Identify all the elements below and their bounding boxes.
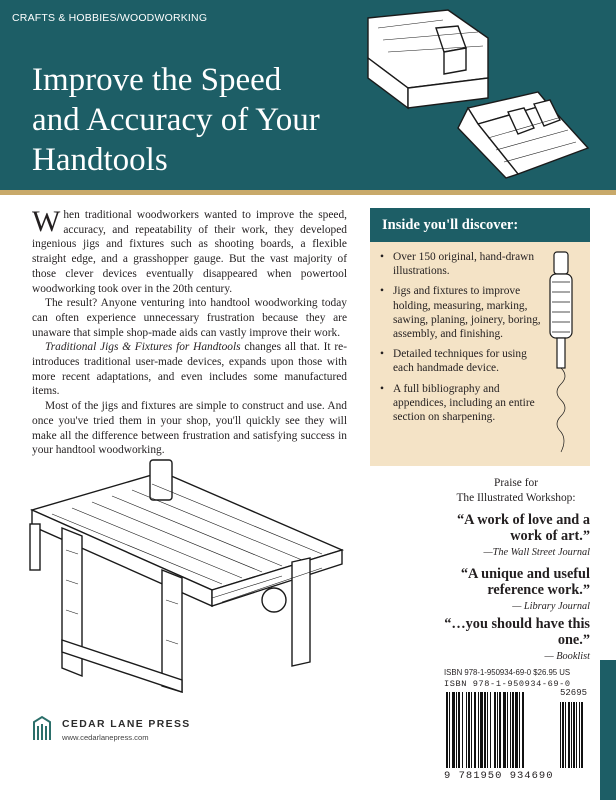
body-paragraph-3-text: changes all that. It re-introduces traditional user-made devices, expands upon those with more recent adaptations, and even includes some manufactured items. <box>32 341 348 398</box>
barcode-addon-bar <box>562 702 564 768</box>
barcode-addon-bars <box>560 702 583 768</box>
barcode-bar <box>446 692 448 768</box>
barcode-bars <box>444 690 594 770</box>
praise-quote-1 <box>440 512 590 560</box>
barcode-main-bars <box>446 692 524 768</box>
barcode-addon-bar <box>565 702 566 768</box>
publisher-name: CEDAR LANE PRESS <box>62 719 191 730</box>
bullet-icon: • <box>380 251 384 263</box>
body-paragraph-1-text: hen traditional woodworkers wanted to improve the speed, accuracy, and repeatability of their work, they developed ingenious jigs and fixtures such as shooting boards, a flexible straight edge, and a grasshopper gauge. But the vast majority of those clever devices eventually disappeared when powertool woodworking took over in the 20th century. <box>32 209 347 295</box>
list-item: • Detailed techniques for using each handmade device. <box>380 348 527 375</box>
barcode-addon-bar <box>573 702 575 768</box>
publisher-url: www.cedarlanepress.com <box>62 733 149 742</box>
quote-source: —The Wall Street Journal <box>483 547 590 558</box>
bullet-icon: • <box>380 285 384 298</box>
headline <box>32 60 352 180</box>
barcode-addon-bar <box>560 702 561 768</box>
body-paragraph-3 <box>32 340 347 399</box>
praise-quote-3 <box>440 616 590 664</box>
barcode-bar <box>468 692 470 768</box>
isbn-price-line: ISBN 978-1-950934-69-0 $26.95 US <box>444 668 571 677</box>
barcode-bar <box>452 692 455 768</box>
barcode-bar <box>487 692 488 768</box>
barcode-bar <box>515 692 518 768</box>
barcode-addon-bar <box>571 702 572 768</box>
barcode-bar <box>507 692 508 768</box>
edge-strip <box>600 660 616 800</box>
workbench-illustration <box>22 440 347 698</box>
category-label: CRAFTS & HOBBIES/WOODWORKING <box>12 12 208 24</box>
body-paragraph-4: Most of the jigs and fixtures are simple to construct and use. And once you've tried them in your shop, you'll quickly see they will make all the difference between frustration and satisfying success in your handtool woodworking. <box>32 400 347 457</box>
barcode-bar <box>494 692 496 768</box>
drop-cap: W <box>32 205 61 238</box>
barcode-bar <box>510 692 511 768</box>
barcode-addon-bar <box>581 702 583 768</box>
isbn-ocr-line: ISBN 978-1-950934-69-0 <box>444 679 571 689</box>
sidebar-list <box>380 250 545 430</box>
header-gold-rule <box>0 190 616 195</box>
barcode-bar <box>480 692 483 768</box>
auger-bit-illustration <box>540 248 584 458</box>
quote-source: — Library Journal <box>512 601 590 612</box>
body-copy <box>32 205 348 458</box>
barcode-bar <box>474 692 476 768</box>
sidebar-title: Inside you'll discover: <box>370 208 590 242</box>
barcode-bar <box>499 692 501 768</box>
headline-line-3: Handtools <box>32 142 168 178</box>
barcode-bar <box>462 692 463 768</box>
barcode-bar <box>458 692 460 768</box>
quote-text: “A work of love and a work of art.” <box>456 512 590 544</box>
barcode-bar <box>519 692 520 768</box>
cedar-lane-logo-icon <box>30 714 54 742</box>
barcode-addon-bar <box>579 702 580 768</box>
headline-line-1: Improve the Speed <box>32 62 282 98</box>
barcode-bar <box>522 692 524 768</box>
barcode-bar <box>449 692 450 768</box>
barcode-bar <box>471 692 472 768</box>
praise-heading: Praise for The Illustrated Workshop: <box>456 477 576 504</box>
list-item: • Jigs and fixtures to improve holding, measuring, marking, sawing, planing, joinery, boring, assembly, and finishing. <box>380 285 541 341</box>
body-paragraph-2: The result? Anyone venturing into handtool woodworking today can often experience unnecessary frustration because they are unaware that simple shop-made aids can vastly improve their work. <box>32 297 347 339</box>
barcode-addon-digits: 52695 <box>560 688 588 698</box>
barcode-bar <box>497 692 498 768</box>
praise-quote-2 <box>440 566 590 614</box>
barcode-addon-bar <box>576 702 577 768</box>
barcode-bar <box>466 692 467 768</box>
barcode-bar <box>512 692 514 768</box>
list-item: • Over 150 original, hand-drawn illustrations. <box>380 251 535 278</box>
quote-source: — Booklist <box>544 651 590 662</box>
joinery-illustration <box>348 8 598 186</box>
quote-text: “…you should have this one.” <box>444 616 590 648</box>
barcode-bar <box>484 692 486 768</box>
barcode-bar <box>503 692 506 768</box>
barcode-addon-bar <box>568 702 570 768</box>
quote-text: “A unique and useful reference work.” <box>460 566 590 598</box>
barcode-bar <box>456 692 457 768</box>
bullet-icon: • <box>380 382 384 395</box>
headline-line-2: and Accuracy of Your <box>32 102 320 138</box>
bullet-icon: • <box>380 348 384 361</box>
barcode-bar <box>490 692 491 768</box>
barcode-digits: 9 781950 934690 <box>444 770 554 782</box>
book-title: Traditional Jigs & Fixtures for Handtools <box>45 341 241 354</box>
body-paragraph-1 <box>32 205 347 296</box>
list-item: • A full bibliography and appendices, including an entire section on sharpening. <box>380 382 535 424</box>
barcode-bar <box>478 692 479 768</box>
